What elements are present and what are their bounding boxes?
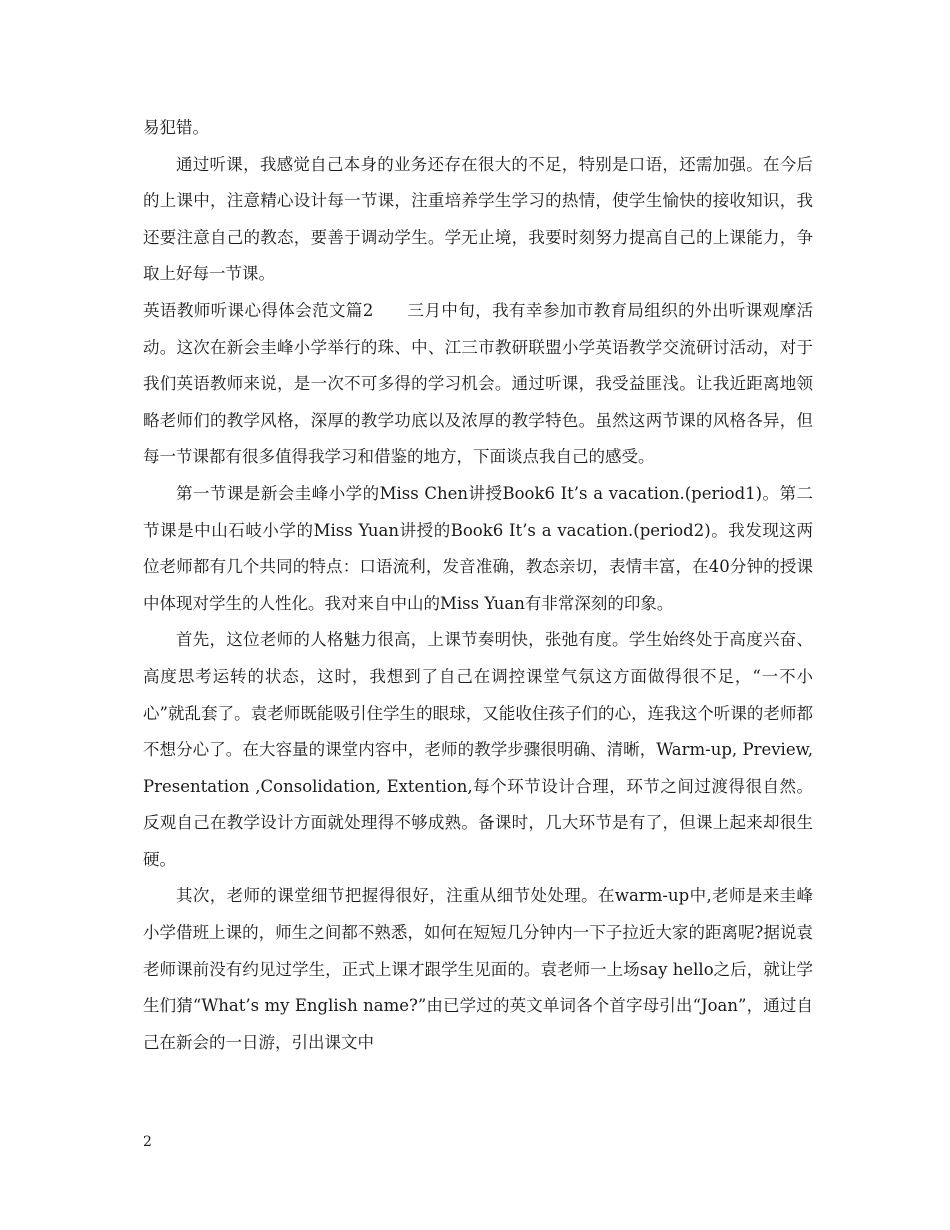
paragraph-1: 易犯错。	[143, 118, 209, 137]
paragraph-3: 英语教师听课心得体会范文篇2 三月中旬，我有幸参加市教育局组织的外出听课观摩活动。这次在新会圭峰小学举行的珠、中、江三市教研联盟小学英语教学交流研讨活动，对于我们英语教师来说，是一次不可多得的学习机会。通过听课，我受益匪浅。让我近距离地领略老师们的教学风格，深厚的教学功底以及浓厚的教学特色。虽然这两节课的风格各异，但每一节课都有很多值得我学习和借鉴的地方，下面谈点我自己的感受。	[143, 300, 813, 467]
page-number: 2	[143, 1134, 152, 1150]
paragraph-4: 第一节课是新会圭峰小学的Miss Chen讲授Book6 It’s a vacation.(period1)。第二节课是中山石岐小学的Miss Yuan讲授的Book6 It’s a vacation.(period2)。我发现这两位老师都有几个共同的特点：口语流利，发音准确，教态亲切，表情丰富，在40分钟的授课中体现对学生的人性化。我对来自中山的Miss Yuan有非常深刻的印象。	[143, 483, 813, 613]
paragraph-6: 其次，老师的课堂细节把握得很好，注重从细节处处理。在warm-up中,老师是来圭峰小学借班上课的，师生之间都不熟悉，如何在短短几分钟内一下子拉近大家的距离呢?据说袁老师课前没有约见过学生，正式上课才跟学生见面的。袁老师一上场say hello之后，就让学生们猜“What’s my English name?”由已学过的英文单词各个首字母引出“Joan”，通过自己在新会的一日游，引出课文中	[143, 886, 813, 1052]
document-body	[143, 110, 813, 1061]
paragraph-2: 通过听课，我感觉自己本身的业务还存在很大的不足，特别是口语，还需加强。在今后的上课中，注意精心设计每一节课，注重培养学生学习的热情，使学生愉快的接收知识，我还要注意自己的教态，要善于调动学生。学无止境，我要时刻努力提高自己的上课能力，争取上好每一节课。	[143, 154, 813, 284]
paragraph-5: 首先，这位老师的人格魅力很高，上课节奏明快，张弛有度。学生始终处于高度兴奋、高度思考运转的状态，这时，我想到了自己在调控课堂气氛这方面做得很不足，“一不小心”就乱套了。袁老师既能吸引住学生的眼球，又能收住孩子们的心，连我这个听课的老师都不想分心了。在大容量的课堂内容中，老师的教学步骤很明确、清晰，Warm-up, Preview, Presentation ,Consolidation, Extention,每个环节设计合理，环节之间过渡得很自然。反观自己在教学设计方面就处理得不够成熟。备课时，几大环节是有了，但课上起来却很生硬。	[143, 630, 813, 869]
